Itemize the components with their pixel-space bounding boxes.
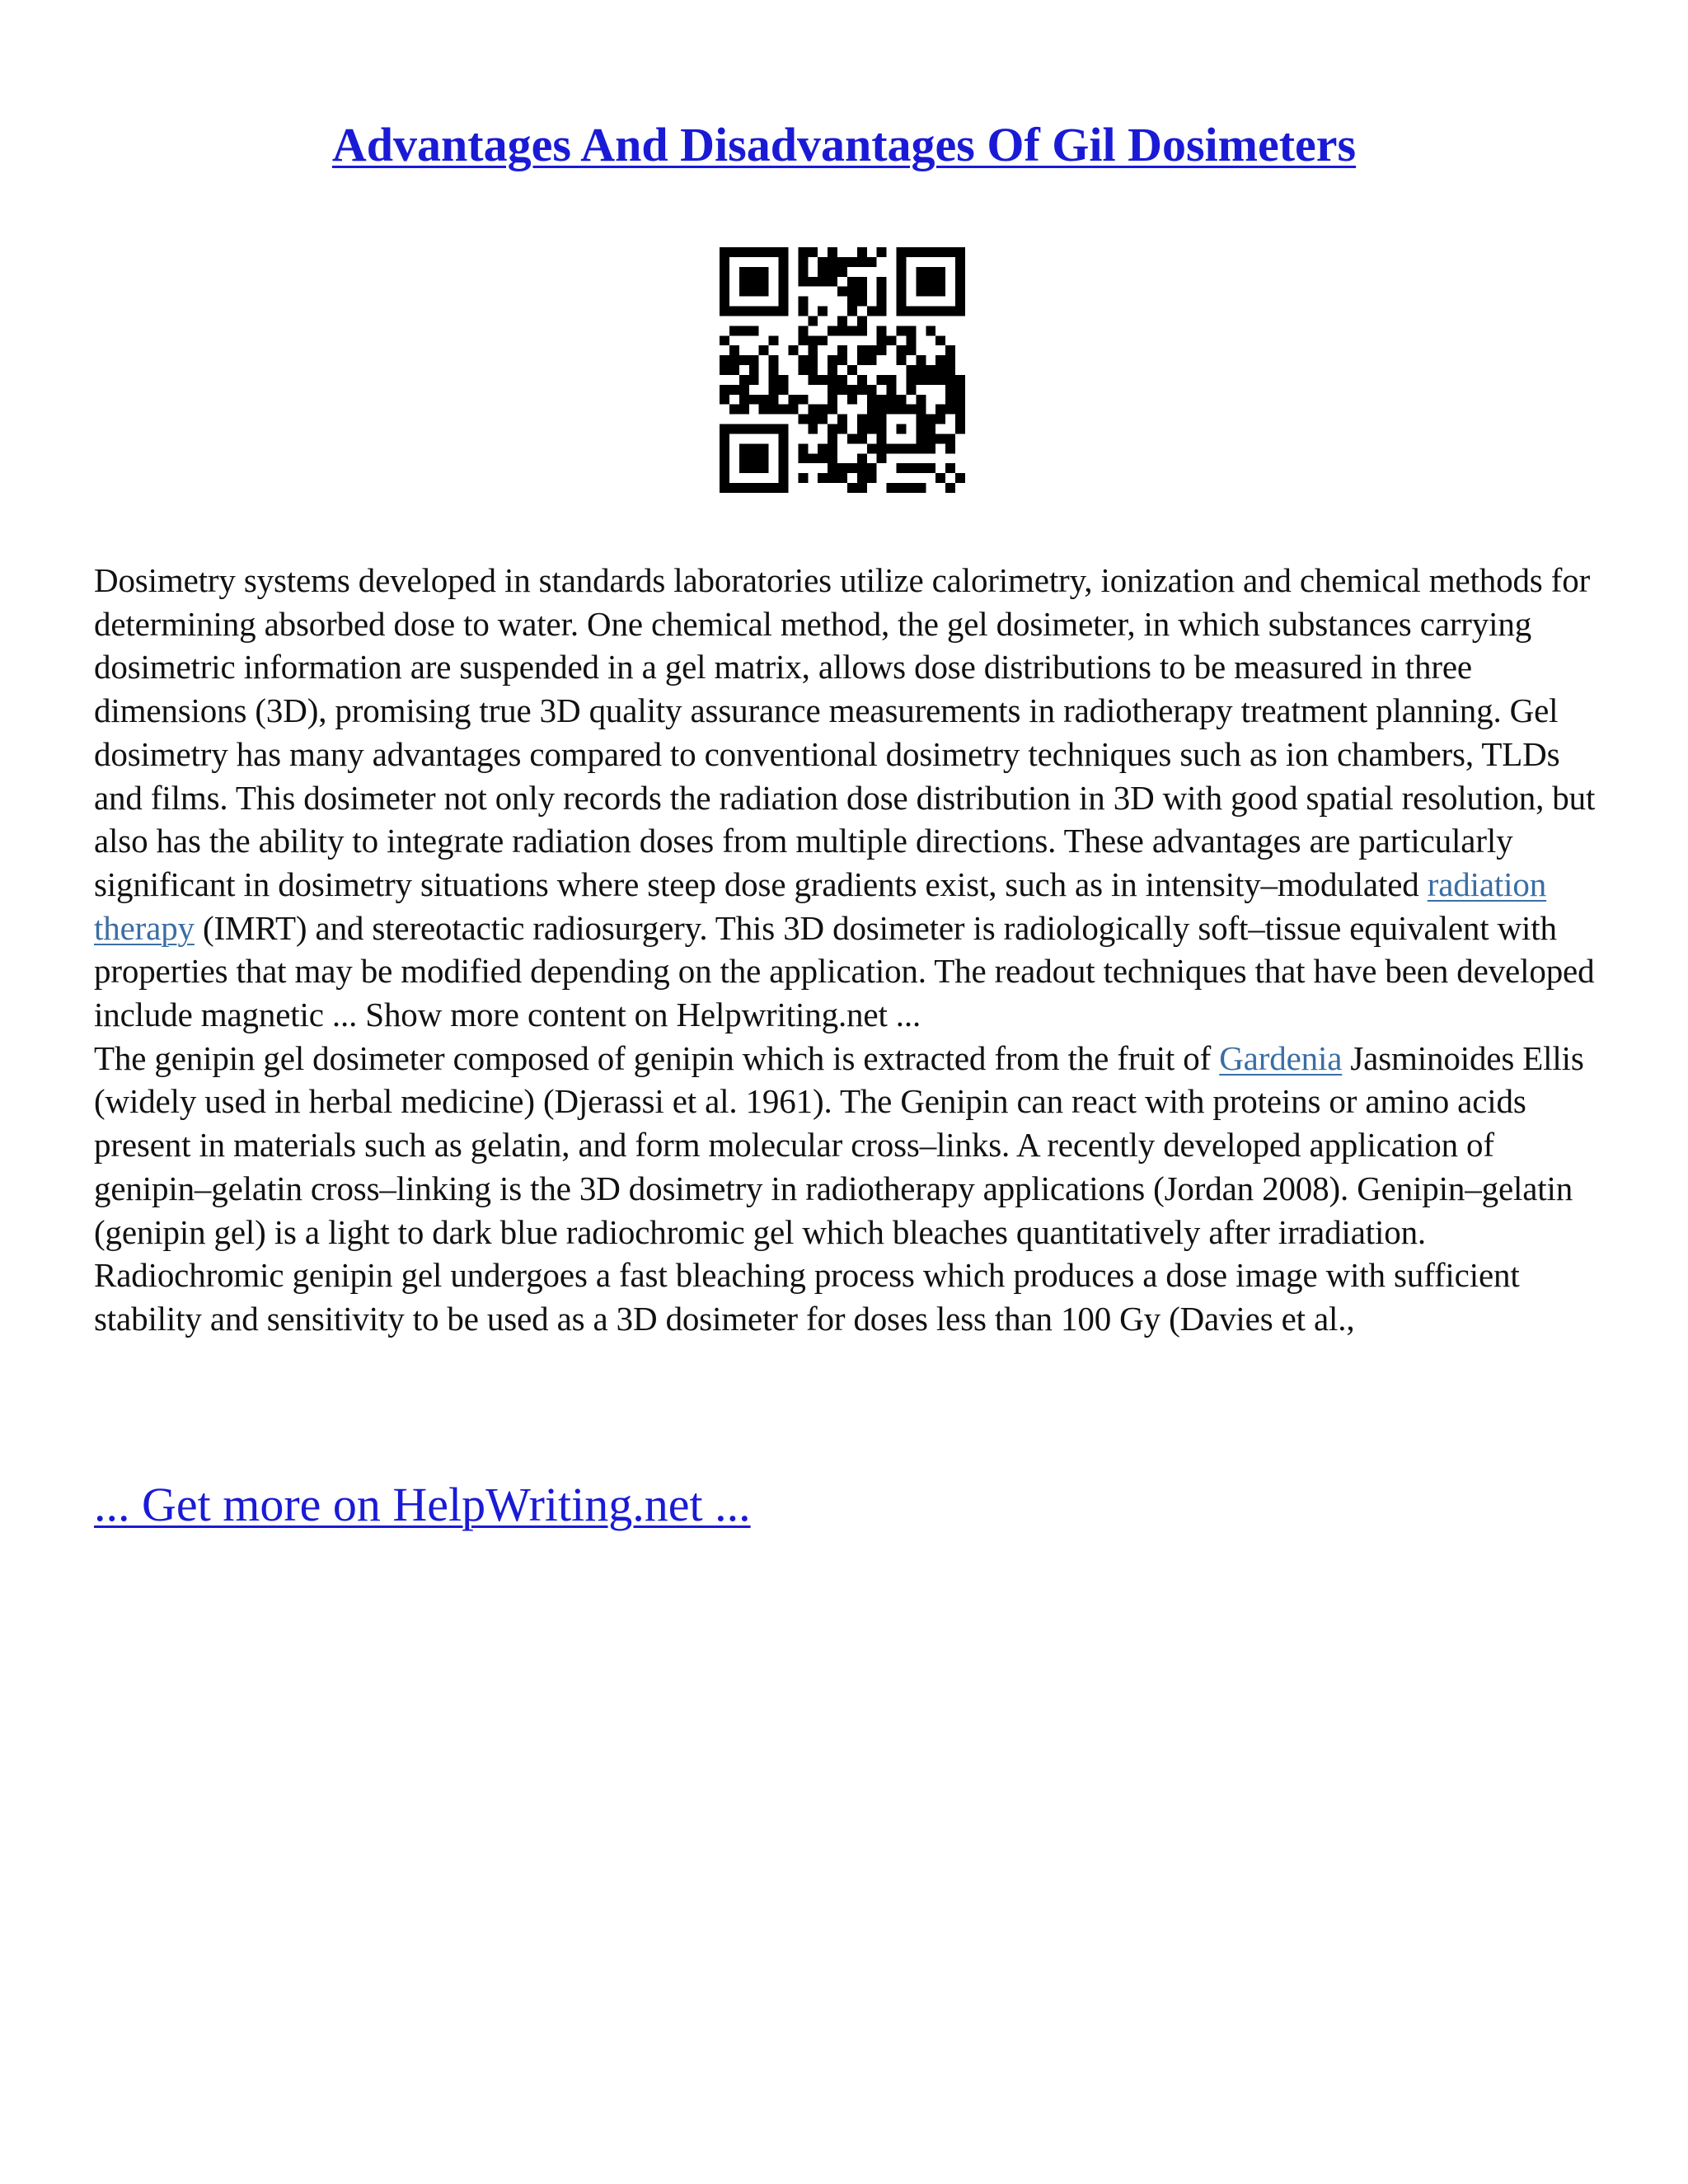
- paragraph-1-text-b: (IMRT) and stereotactic radiosurgery. This 3D dosimeter is radiologically soft–tissue equivalent with properties that may be modified depending on the application. The readout techniques that have been developed include magnetic ... Show more content on Helpwriting.net ...: [94, 908, 1595, 1034]
- get-more-cta: [94, 1475, 751, 1535]
- get-more-link[interactable]: ... Get more on HelpWriting.net ...: [94, 1478, 751, 1531]
- radiation-therapy-link[interactable]: radiation therapy: [94, 865, 1547, 947]
- qr-code-graphic: [720, 247, 965, 493]
- qr-code-icon: [720, 247, 965, 493]
- paragraph-2-text-b: Jasminoides Ellis (widely used in herbal medicine) (Djerassi et al. 1961). The Genipin can react with proteins or amino acids present in materials such as gelatin, and form molecular cross–links. A recently developed application of genipin–gelatin cross–linking is the 3D dosimetry in radiotherapy applications (Jordan 2008). Genipin–gelatin (genipin gel) is a light to dark blue radiochromic gel which bleaches quantitatively after irradiation. Radiochromic genipin gel undergoes a fast bleaching process which produces a dose image with sufficient stability and sensitivity to be used as a 3D dosimeter for doses less than 100 Gy (Davies et al.,: [94, 1038, 1584, 1338]
- article-body: [94, 559, 1602, 1341]
- paragraph-dosimetry: [94, 559, 1602, 1037]
- paragraph-2-text-a: The genipin gel dosimeter composed of genipin which is extracted from the fruit of: [94, 1038, 1220, 1077]
- paragraph-genipin: [94, 1037, 1602, 1341]
- paragraph-1-text-a: Dosimetry systems developed in standards laboratories utilize calorimetry, ionization and chemical methods for determining absorbed dose to water. One chemical method, the gel dosimeter, in which substances carrying dosimetric information are suspended in a gel matrix, allows dose distributions to be measured in three dimensions (3D), promising true 3D quality assurance measurements in radiotherapy treatment planning. Gel dosimetry has many advantages compared to conventional dosimetry techniques such as ion chambers, TLDs and films. This dosimeter not only records the radiation dose distribution in 3D with good spatial resolution, but also has the ability to integrate radiation doses from multiple directions. These advantages are particularly significant in dosimetry situations where steep dose gradients exist, such as in intensity–modulated: [94, 561, 1596, 903]
- page-title: [0, 115, 1688, 175]
- title-link[interactable]: Advantages And Disadvantages Of Gil Dosimeters: [331, 118, 1357, 171]
- gardenia-link[interactable]: Gardenia: [1219, 1038, 1343, 1077]
